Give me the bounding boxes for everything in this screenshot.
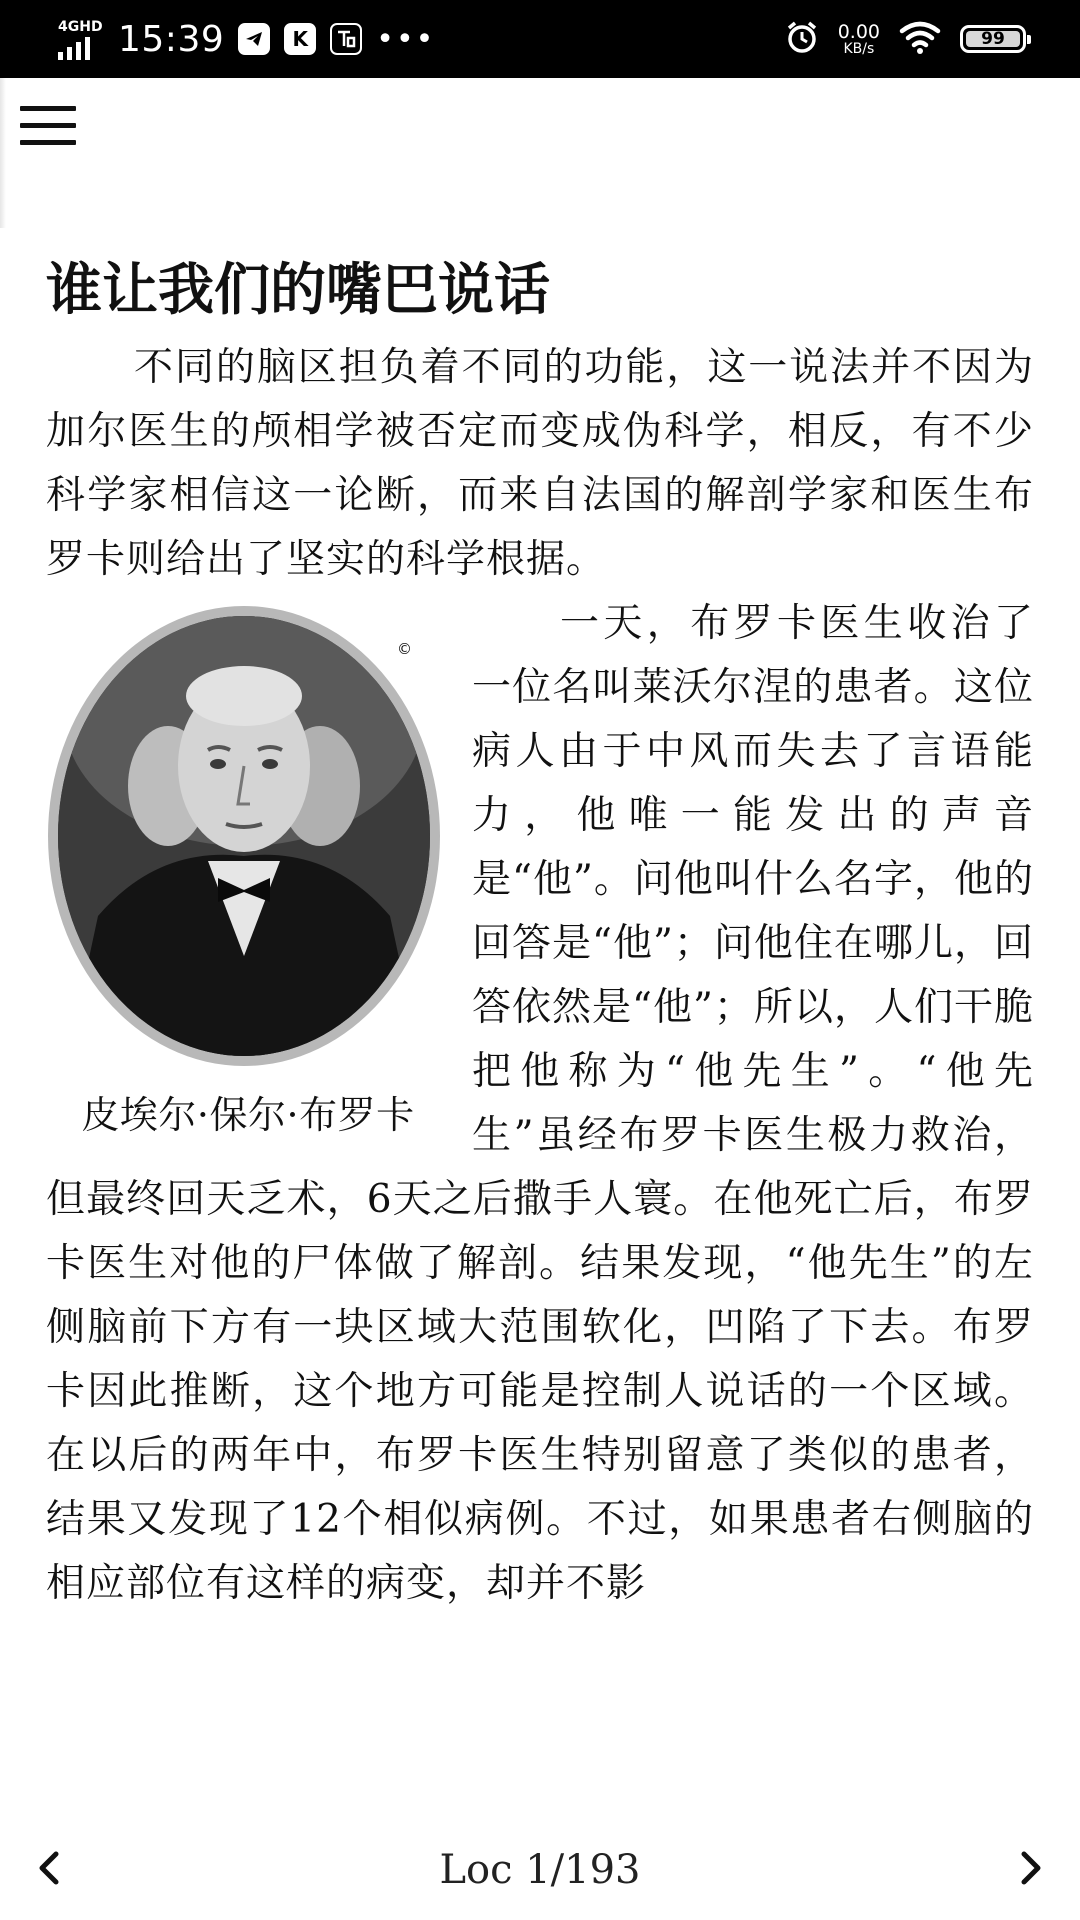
reader-page [46,246,1034,1616]
hamburger-menu-icon[interactable] [20,106,76,146]
paragraph: 一天，布罗卡医生收治了一位名叫莱沃尔涅的患者。这位病人由于中风而失去了言语能力，他唯一能发出的声音是“他”。问他叫什么名字，他的回答是“他”；问他住在哪儿，回答依然是“他”；所以，人们干脆把他称为“他先生”。“他先生”虽经布罗卡医生极力救治，但最终回天乏术，6天之后撒手人寰。在他死亡后，布罗卡医生对他的尸体做了解剖。结果发现，“他先生”的左侧脑前下方有一块区域大范围软化，凹陷了下去。布罗卡因此推断，这个地方可能是控制人说话的一个区域。在以后的两年中，布罗卡医生特别留意了类似的患者，结果又发现了12个相似病例。不过，如果患者右侧脑的相应部位有这样的病变，却并不影 [46,601,1034,1606]
cellular-signal-icon [56,16,108,62]
chapter-title: 谁让我们的嘴巴说话 [46,258,550,323]
chevron-right-icon[interactable] [1010,1846,1050,1890]
portrait-image [48,606,440,1066]
network-speed [838,22,880,57]
paragraph: 不同的脑区担负着不同的功能，这一说法并不因为加尔医生的颅相学被否定而变成伪科学，相反，有不少科学家相信这一论断，而来自法国的解剖学家和医生布罗卡则给出了坚实的科学根据。 [46,345,1034,582]
telegram-icon [238,23,270,55]
copyright-mark: © [397,640,412,658]
location-indicator: Loc 1/193 [439,1847,641,1893]
status-bar [0,0,1080,78]
screenshot-app-icon [330,23,362,55]
more-notifications-indicator: ••• [376,21,436,57]
network-speed-value: 0.00 [837,20,880,43]
portrait-figure [46,606,450,1142]
battery-level: 99 [966,31,1020,47]
battery-icon [960,25,1026,53]
clock: 15:39 [118,18,225,60]
k-app-icon: K [284,23,316,55]
drawer-edge [0,78,6,228]
page-navigation [0,1840,1080,1900]
network-type: 4GHD [58,19,103,35]
figure-caption: 皮埃尔·保尔·布罗卡 [81,1093,415,1137]
portrait-photo [58,616,430,1056]
alarm-icon [784,19,820,59]
wifi-icon [898,19,942,59]
network-speed-unit: KB/s [843,40,875,57]
